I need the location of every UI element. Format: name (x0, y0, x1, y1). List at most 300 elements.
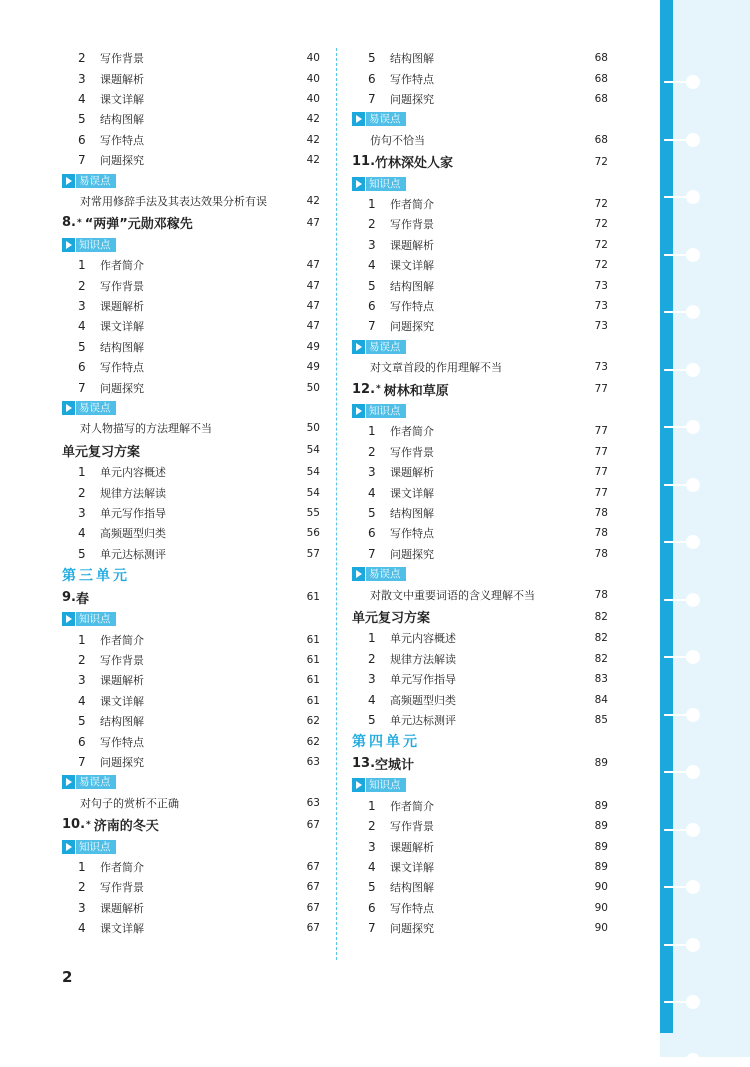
subitem-title: 单元写作指导 (100, 507, 166, 520)
binder-ring-icon (686, 478, 700, 492)
page-ref: 89 (594, 757, 608, 770)
binder-edge (660, 0, 750, 1057)
toc-subitem[interactable] (62, 68, 320, 88)
category-badge (352, 778, 406, 792)
toc-subitem[interactable] (62, 377, 320, 397)
toc-subitem[interactable] (352, 710, 608, 730)
toc-subitem[interactable] (352, 628, 608, 648)
subitem-title: 课题解析 (390, 466, 434, 480)
subitem-number: 4 (78, 921, 86, 936)
page-ref: 50 (306, 381, 320, 394)
subitem-title: 课文详解 (100, 694, 144, 708)
unit-heading (62, 564, 320, 586)
category-badge-label: 易误点 (76, 174, 116, 188)
subitem-number: 2 (78, 278, 86, 293)
category-badge-row (352, 564, 608, 584)
page-ref: 73 (594, 361, 608, 374)
toc-lesson-heading[interactable] (62, 439, 320, 463)
toc-note-entry[interactable] (62, 793, 320, 813)
subitem-title: 作者简介 (100, 633, 144, 647)
toc-subitem[interactable] (62, 48, 320, 68)
subitem-title: 写作背景 (100, 881, 144, 895)
subitem-title: 课文详解 (390, 860, 434, 874)
subitem-title: 课题解析 (100, 674, 144, 688)
toc-entry-label (62, 441, 140, 460)
page-ref: 85 (594, 714, 608, 727)
lesson-star-mark: * (76, 217, 82, 228)
toc-entry-label (352, 257, 434, 273)
subitem-title: 单元内容概述 (100, 466, 166, 480)
toc-subitem[interactable] (352, 503, 608, 523)
toc-subitem[interactable] (62, 650, 320, 670)
subitem-number: 1 (78, 632, 86, 647)
toc-entry-label (62, 278, 144, 294)
toc-subitem[interactable] (62, 731, 320, 751)
toc-subitem[interactable] (352, 898, 608, 918)
subitem-number: 5 (368, 278, 376, 293)
toc-entry-label (62, 795, 179, 811)
page-ref: 83 (594, 673, 608, 686)
binder-stripe (660, 0, 673, 1033)
subitem-title: 写作特点 (100, 361, 144, 375)
subitem-title: 作者简介 (390, 198, 434, 212)
subitem-number: 3 (368, 839, 376, 854)
toc-entry-label (62, 879, 144, 895)
toc-entry-label (352, 859, 434, 875)
toc-lesson-heading[interactable] (352, 377, 608, 401)
subitem-title: 写作特点 (390, 299, 434, 313)
page-ref: 42 (306, 133, 320, 146)
toc-subitem[interactable] (352, 255, 608, 275)
category-badge (62, 401, 116, 415)
toc-entry-label (352, 444, 434, 460)
toc-subitem[interactable] (352, 523, 608, 543)
toc-subitem[interactable] (352, 316, 608, 336)
toc-entry-label (352, 464, 434, 480)
toc-subitem[interactable] (62, 629, 320, 649)
toc-entry-label (62, 713, 144, 729)
page-ref: 50 (306, 422, 320, 435)
toc-right-column (352, 48, 608, 938)
unit-heading-label: 第三单元 (62, 567, 130, 584)
toc-subitem[interactable] (62, 898, 320, 918)
toc-note-entry[interactable] (62, 418, 320, 438)
page-ref: 63 (306, 755, 320, 768)
toc-subitem[interactable] (352, 836, 608, 856)
subitem-number: 5 (368, 51, 376, 66)
toc-subitem[interactable] (62, 670, 320, 690)
toc-subitem[interactable] (62, 89, 320, 109)
category-badge-row (352, 109, 608, 129)
subitem-title: 写作背景 (390, 218, 434, 232)
play-triangle-icon (62, 775, 75, 789)
toc-entry-label (352, 692, 456, 708)
toc-entry-label (62, 525, 166, 541)
subitem-number: 2 (368, 444, 376, 459)
toc-entry-label (62, 132, 144, 148)
toc-entry-label (62, 298, 144, 314)
toc-subitem[interactable] (62, 877, 320, 897)
toc-entry-label (62, 257, 144, 273)
binder-ring-icon (686, 708, 700, 722)
toc-subitem[interactable] (352, 214, 608, 234)
binder-ring-icon (686, 248, 700, 262)
category-badge (62, 238, 116, 252)
toc-subitem[interactable] (352, 918, 608, 938)
subitem-number: 2 (368, 217, 376, 232)
subitem-number: 4 (78, 526, 86, 541)
toc-subitem[interactable] (62, 523, 320, 543)
toc-subitem[interactable] (352, 68, 608, 88)
subitem-title: 结构图解 (390, 279, 434, 293)
subitem-number: 6 (368, 900, 376, 915)
toc-subitem[interactable] (352, 669, 608, 689)
toc-lesson-heading[interactable] (62, 585, 320, 609)
toc-entry-label (352, 546, 434, 562)
category-badge-row (62, 398, 320, 418)
subitem-number: 6 (368, 526, 376, 541)
toc-entry-label (352, 50, 434, 66)
subitem-title: 结构图解 (100, 113, 144, 127)
subitem-number: 2 (78, 51, 86, 66)
category-badge-label: 知识点 (76, 238, 116, 252)
category-badge (352, 404, 406, 418)
play-triangle-icon (62, 174, 75, 188)
toc-entry-label (62, 693, 144, 709)
page-ref: 77 (594, 383, 608, 396)
category-badge-row (62, 836, 320, 856)
page-ref: 84 (594, 693, 608, 706)
category-badge-label: 易误点 (76, 775, 116, 789)
note-text: 对散文中重要词语的含义理解不当 (370, 588, 535, 602)
toc-subitem[interactable] (352, 816, 608, 836)
binder-ring-icon (686, 363, 700, 377)
page-ref: 73 (594, 299, 608, 312)
subitem-number: 5 (368, 506, 376, 520)
page-ref: 72 (594, 218, 608, 231)
category-badge-row (62, 772, 320, 792)
note-text: 仿句不恰当 (370, 133, 425, 147)
subitem-number: 2 (78, 652, 86, 667)
play-triangle-icon (352, 177, 365, 191)
category-badge-row (352, 401, 608, 421)
page-ref: 67 (306, 818, 320, 831)
subitem-title: 单元达标测评 (390, 714, 456, 728)
toc-subitem[interactable] (352, 235, 608, 255)
subitem-title: 结构图解 (390, 52, 434, 66)
lesson-title: 空城计 (375, 757, 415, 773)
toc-subitem[interactable] (62, 150, 320, 170)
page-ref: 42 (306, 194, 320, 207)
toc-entry-label (352, 152, 453, 171)
binder-ring-icon (686, 880, 700, 894)
toc-entry-label (62, 318, 144, 334)
subitem-title: 高频题型归类 (390, 693, 456, 707)
binder-ring-icon (686, 593, 700, 607)
page-ref: 57 (306, 547, 320, 560)
toc-entry-label (352, 298, 434, 314)
toc-subitem[interactable] (352, 877, 608, 897)
page-ref: 67 (306, 922, 320, 935)
lesson-title: 济南的冬天 (93, 819, 159, 835)
page-ref: 90 (594, 881, 608, 894)
lesson-title: 竹林深处人家 (375, 156, 454, 172)
subitem-title: 问题探究 (390, 547, 434, 561)
page-ref: 63 (306, 796, 320, 809)
page-ref: 72 (594, 238, 608, 251)
toc-entry-label (352, 671, 456, 687)
toc-note-entry[interactable] (62, 191, 320, 211)
subitem-number: 4 (368, 485, 376, 500)
subitem-number: 5 (78, 546, 86, 561)
toc-lesson-heading[interactable] (62, 211, 320, 235)
subitem-title: 作者简介 (100, 259, 144, 273)
toc-subitem[interactable] (62, 857, 320, 877)
toc-subitem[interactable] (352, 421, 608, 441)
category-badge-label: 知识点 (366, 177, 406, 191)
binder-ring-icon (686, 938, 700, 952)
category-badge (352, 567, 406, 581)
toc-entry-label (352, 630, 456, 646)
category-badge-row (352, 775, 608, 795)
play-triangle-icon (62, 238, 75, 252)
subitem-number: 3 (78, 900, 86, 915)
toc-subitem[interactable] (62, 462, 320, 482)
category-badge-row (352, 337, 608, 357)
category-badge-row (62, 235, 320, 255)
lesson-star-mark: * (86, 819, 91, 830)
subitem-title: 结构图解 (100, 715, 144, 729)
subitem-title: 写作特点 (390, 527, 434, 541)
toc-subitem[interactable] (352, 649, 608, 669)
toc-entry-label (352, 423, 434, 439)
toc-subitem[interactable] (62, 482, 320, 502)
subitem-number: 7 (78, 754, 86, 769)
subitem-title: 写作特点 (390, 72, 434, 86)
subitem-number: 4 (78, 91, 86, 106)
page-ref: 67 (306, 901, 320, 914)
toc-subitem[interactable] (62, 337, 320, 357)
toc-entry-label (62, 359, 144, 375)
toc-subitem[interactable] (352, 462, 608, 482)
binder-ring-icon (686, 75, 700, 89)
subitem-number: 4 (368, 258, 376, 273)
toc-subitem[interactable] (62, 752, 320, 772)
toc-entry-label (62, 91, 144, 107)
subitem-number: 4 (78, 693, 86, 708)
page-ref: 67 (306, 881, 320, 894)
page-ref: 78 (594, 507, 608, 519)
toc-entry-label (62, 152, 144, 168)
toc-entry-label (352, 879, 434, 895)
binder-ring-icon (686, 420, 700, 434)
subitem-number: 2 (78, 485, 86, 500)
toc-entry-label (62, 920, 144, 936)
page-ref: 82 (594, 610, 608, 623)
subitem-number: 5 (368, 713, 376, 728)
toc-subitem[interactable] (62, 275, 320, 295)
play-triangle-icon (352, 112, 365, 126)
toc-entry-label (62, 71, 144, 87)
category-badge-label: 知识点 (76, 612, 116, 626)
toc-subitem[interactable] (62, 503, 320, 523)
subitem-title: 课文详解 (390, 259, 434, 273)
subitem-title: 写作背景 (390, 445, 434, 459)
page-ref: 40 (306, 52, 320, 65)
toc-subitem[interactable] (62, 918, 320, 938)
toc-subitem[interactable] (62, 296, 320, 316)
toc-subitem[interactable] (352, 275, 608, 295)
subitem-title: 课文详解 (100, 320, 144, 334)
page-ref: 47 (306, 259, 320, 272)
toc-subitem[interactable] (62, 691, 320, 711)
subitem-title: 课题解析 (100, 299, 144, 313)
toc-entry-label (352, 216, 434, 232)
toc-subitem[interactable] (352, 48, 608, 68)
toc-lesson-heading[interactable] (352, 752, 608, 776)
toc-subitem[interactable] (62, 255, 320, 275)
page-ref: 68 (594, 133, 608, 146)
category-badge (352, 340, 406, 354)
toc-subitem[interactable] (62, 544, 320, 564)
subitem-title: 课题解析 (100, 72, 144, 86)
toc-subitem[interactable] (352, 689, 608, 709)
lesson-title: “两弹”元勋邓稼先 (84, 217, 193, 233)
lesson-number: 10. (62, 817, 86, 833)
subitem-number: 2 (78, 880, 86, 895)
toc-subitem[interactable] (62, 316, 320, 336)
subitem-number: 6 (368, 71, 376, 86)
subitem-number: 3 (78, 71, 86, 86)
subitem-number: 6 (78, 132, 86, 147)
toc-entry-label (352, 798, 434, 814)
page-ref: 62 (306, 735, 320, 748)
lesson-number: 13. (352, 755, 376, 771)
toc-lesson-heading[interactable] (62, 813, 320, 837)
page-ref: 82 (594, 652, 608, 665)
toc-subitem[interactable] (352, 442, 608, 462)
subitem-title: 作者简介 (390, 425, 434, 439)
toc-subitem[interactable] (62, 109, 320, 129)
page-ref: 49 (306, 340, 320, 353)
page-ref: 72 (594, 259, 608, 272)
category-badge (62, 612, 116, 626)
toc-lesson-heading[interactable] (352, 605, 608, 629)
page-ref: 89 (594, 840, 608, 853)
category-badge-row (62, 609, 320, 629)
binder-ring-icon (686, 995, 700, 1009)
subitem-number: 1 (368, 798, 376, 813)
toc-entry-label (352, 278, 434, 294)
toc-entry-label (62, 859, 144, 875)
subitem-title: 课文详解 (390, 486, 434, 500)
subitem-number: 5 (78, 714, 86, 729)
toc-entry-label (352, 818, 434, 834)
toc-entry-label (352, 651, 456, 667)
page-ref: 67 (306, 860, 320, 873)
toc-subitem[interactable] (62, 357, 320, 377)
toc-entry-label (62, 546, 166, 562)
toc-subitem[interactable] (62, 711, 320, 731)
toc-entry-label (352, 196, 434, 212)
subitem-title: 问题探究 (100, 154, 144, 168)
category-badge-label: 易误点 (366, 340, 406, 354)
subitem-number: 3 (368, 465, 376, 480)
binder-ring-icon (686, 305, 700, 319)
toc-subitem[interactable] (352, 796, 608, 816)
toc-entry-label (352, 485, 434, 501)
page-ref: 55 (306, 507, 320, 519)
subitem-title: 结构图解 (390, 507, 434, 520)
toc-entry-label (352, 920, 434, 936)
play-triangle-icon (62, 401, 75, 415)
page-ref: 42 (306, 154, 320, 167)
toc-subitem[interactable] (352, 296, 608, 316)
toc-entry-label (62, 900, 144, 916)
toc-entry-label (352, 91, 434, 107)
toc-lesson-heading[interactable] (352, 150, 608, 174)
column-divider (336, 48, 337, 960)
subitem-title: 作者简介 (100, 860, 144, 874)
page-ref: 61 (306, 633, 320, 646)
toc-entry-label (62, 588, 89, 607)
toc-subitem[interactable] (352, 857, 608, 877)
page-ref: 90 (594, 922, 608, 935)
page-ref: 72 (594, 155, 608, 168)
binder-ring-icon (686, 1053, 700, 1067)
toc-entry-label (62, 420, 212, 436)
subitem-title: 写作特点 (100, 735, 144, 749)
binder-ring-icon (686, 765, 700, 779)
subitem-title: 问题探究 (390, 922, 434, 936)
subitem-title: 结构图解 (390, 881, 434, 895)
toc-entry-label (352, 587, 535, 603)
page-ref: 42 (306, 113, 320, 126)
note-text: 对文章首段的作用理解不当 (370, 361, 502, 375)
toc-subitem[interactable] (62, 130, 320, 150)
subitem-title: 课题解析 (100, 901, 144, 915)
subitem-number: 1 (78, 258, 86, 273)
subitem-title: 问题探究 (100, 755, 144, 769)
subitem-number: 6 (78, 734, 86, 749)
toc-subitem[interactable] (352, 482, 608, 502)
page-number: 2 (62, 968, 73, 986)
subitem-title: 写作背景 (390, 820, 434, 834)
play-triangle-icon (62, 840, 75, 854)
subitem-title: 规律方法解读 (100, 486, 166, 500)
unit-heading (352, 730, 608, 752)
toc-entry-label (62, 815, 159, 834)
play-triangle-icon (352, 778, 365, 792)
page-ref: 73 (594, 320, 608, 333)
toc-subitem[interactable] (352, 89, 608, 109)
toc-subitem[interactable] (352, 194, 608, 214)
toc-entry-label (62, 672, 144, 688)
subitem-number: 6 (368, 298, 376, 313)
subitem-number: 4 (368, 859, 376, 874)
page-ref: 77 (594, 425, 608, 438)
subitem-number: 7 (78, 153, 86, 168)
category-badge-label: 易误点 (366, 567, 406, 581)
toc-note-entry[interactable] (352, 130, 608, 150)
toc-note-entry[interactable] (352, 357, 608, 377)
toc-note-entry[interactable] (352, 584, 608, 604)
lesson-number: 12. (352, 381, 376, 397)
subitem-title: 写作背景 (100, 279, 144, 293)
toc-subitem[interactable] (352, 544, 608, 564)
page-ref: 61 (306, 694, 320, 707)
subitem-title: 高频题型归类 (100, 527, 166, 541)
